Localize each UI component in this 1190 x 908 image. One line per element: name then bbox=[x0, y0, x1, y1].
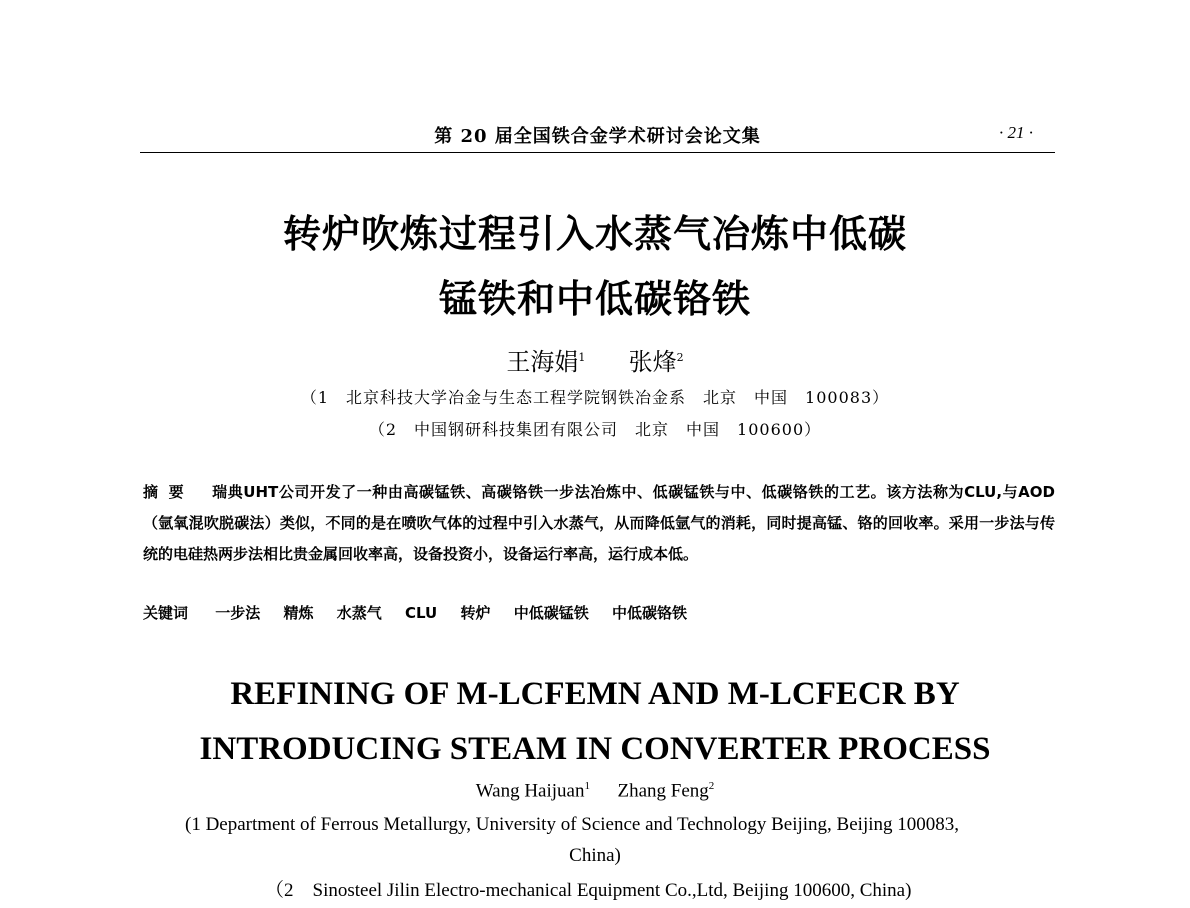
author-en-affil-mark: 1 bbox=[584, 780, 590, 792]
keyword: 水蒸气 bbox=[336, 604, 382, 622]
author-cn-name: 王海娟 bbox=[506, 348, 579, 376]
author-en-name: Zhang Feng bbox=[617, 780, 709, 802]
keyword: 精炼 bbox=[283, 604, 314, 622]
keywords bbox=[143, 602, 1055, 623]
author-cn-name: 张烽 bbox=[628, 348, 677, 376]
affiliation-cn-2: （2 中国钢研科技集团有限公司 北京 中国 100600） bbox=[368, 420, 822, 439]
title-cn-line-2: 锰铁和中低碳铬铁 bbox=[438, 277, 751, 321]
abstract-label: 摘要 bbox=[143, 483, 195, 501]
author-en-name: Wang Haijuan bbox=[475, 780, 585, 802]
authors-en bbox=[0, 780, 1190, 802]
title-en-line-1: REFINING OF M-LCFEMN AND M-LCFECR BY bbox=[230, 676, 960, 712]
running-header bbox=[140, 118, 1055, 153]
journal-title: 第 20 届全国铁合金学术研讨会论文集 bbox=[434, 126, 761, 147]
keyword: 中低碳锰铁 bbox=[513, 604, 589, 622]
keyword: 转炉 bbox=[460, 604, 491, 622]
author-en-affil-mark: 2 bbox=[708, 780, 715, 792]
affiliation-en-2: （2 Sinosteel Jilin Electro-mechanical Equipment Co.,Ltd, Beijing 100600, China) bbox=[265, 880, 912, 901]
affiliation-cn-1: （1 北京科技大学冶金与生态工程学院钢铁冶金系 北京 中国 100083） bbox=[300, 388, 890, 407]
affiliation-en-1-line-1: (1 Department of Ferrous Metallurgy, University of Science and Technology Beijing, Beijing 100083, bbox=[185, 814, 959, 835]
author-cn-affil-mark: 1 bbox=[578, 351, 586, 364]
title-cn-line-1: 转炉吹炼过程引入水蒸气冶炼中低碳 bbox=[282, 212, 907, 256]
affiliation-en-1-line-2: China) bbox=[569, 845, 621, 866]
keyword: 一步法 bbox=[215, 604, 261, 622]
keyword: 中低碳铬铁 bbox=[611, 604, 687, 622]
abstract-text: 瑞典UHT公司开发了一种由高碳锰铁、高碳铬铁一步法冶炼中、低碳锰铁与中、低碳铬铁的工艺。该方法称为CLU,与AOD（氩氧混吹脱碳法）类似，不同的是在喷吹气体的过程中引入水蒸气，从而降低氩气的消耗，同时提高锰、铬的回收率。采用一步法与传统的电硅热两步法相比贵金属回收率高，设备投资小，设备运行率高，运行成本低。 bbox=[143, 483, 1055, 563]
keywords-label: 关键词 bbox=[143, 604, 189, 622]
keyword: CLU bbox=[405, 604, 438, 622]
authors-cn bbox=[0, 342, 1190, 377]
page-number: · 21 · bbox=[999, 123, 1033, 142]
abstract bbox=[143, 477, 1055, 570]
author-cn-affil-mark: 2 bbox=[676, 351, 684, 364]
title-en-line-2: INTRODUCING STEAM IN CONVERTER PROCESS bbox=[199, 731, 991, 767]
